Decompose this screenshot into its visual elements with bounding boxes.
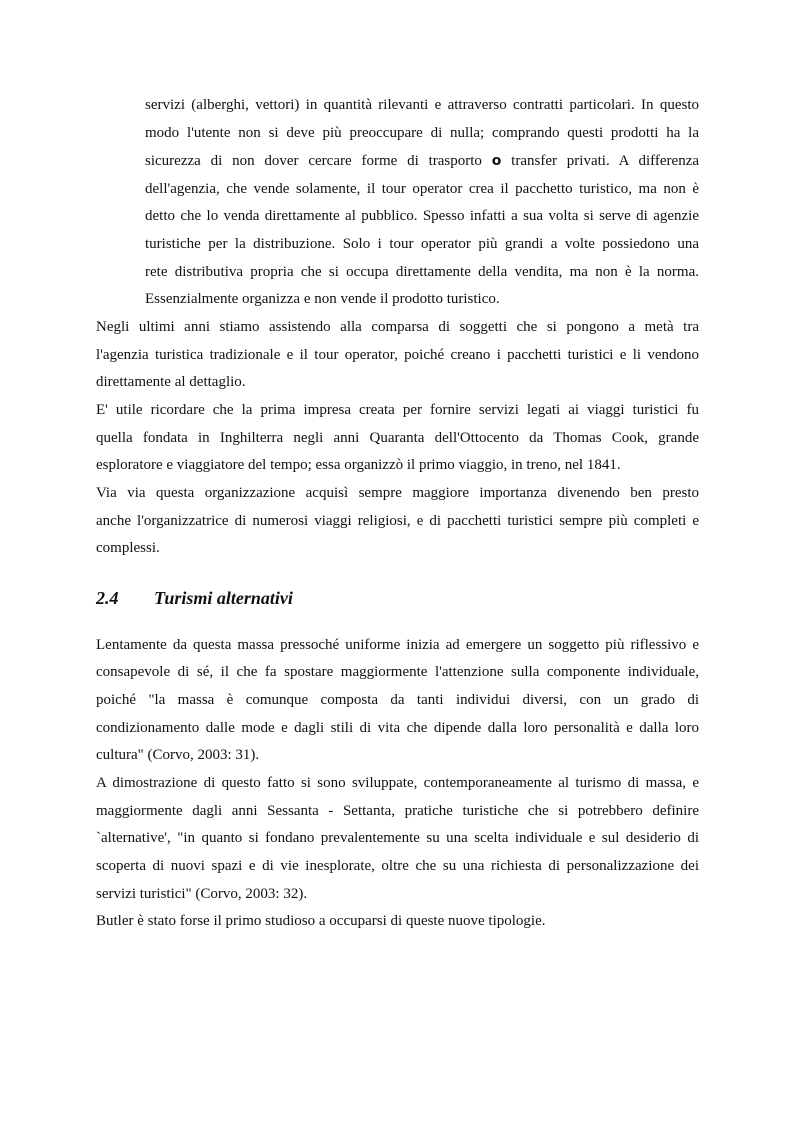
text-line: l'agenzia turistica tradizionale e il tour operator, poiché creano i pacchetti turistici e li vendono [96, 347, 699, 363]
text-line: Butler è stato forse il primo studioso a occuparsi di queste nuove tipologie. [96, 913, 546, 929]
bold-conjunction: o [491, 153, 502, 169]
text-line: turistiche per la distribuzione. Solo i tour operator più grandi a volte possiedono una [145, 236, 699, 252]
text-line: Lentamente da questa massa pressoché uniforme inizia ad emergere un soggetto più riflessivo e [96, 637, 699, 653]
text-line: esploratore e viaggiatore del tempo; essa organizzò il primo viaggio, in treno, nel 1841. [96, 457, 621, 473]
text-line: complessi. [96, 540, 160, 556]
text-line: direttamente al dettaglio. [96, 374, 246, 390]
section-title: Turismi alternativi [154, 588, 293, 608]
text-line: modo l'utente non si deve più preoccupare di nulla; comprando questi prodotti ha la [145, 125, 699, 141]
text-line: consapevole di sé, il che fa spostare maggiormente l'attenzione sulla componente individuale, [96, 664, 699, 680]
text-line: poiché "la massa è comunque composta da tanti individui diversi, con un grado di [96, 692, 699, 708]
text-line: anche l'organizzatrice di numerosi viaggi religiosi, e di pacchetti turistici sempre più completi e [96, 513, 699, 529]
text-line: Essenzialmente organizza e non vende il prodotto turistico. [145, 291, 500, 307]
section-number: 2.4 [96, 588, 119, 608]
text-line: quella fondata in Inghilterra negli anni Quaranta dell'Ottocento da Thomas Cook, grande [96, 430, 699, 446]
text-line: cultura" (Corvo, 2003: 31). [96, 747, 260, 763]
section-heading [96, 587, 293, 609]
text-line: detto che lo venda direttamente al pubblico. Spesso infatti a sua volta si serve di agenzie [145, 208, 699, 224]
text-line: servizi turistici" (Corvo, 2003: 32). [96, 886, 308, 902]
text-line: rete distributiva propria che si occupa direttamente della vendita, ma non è la norma. [145, 264, 699, 280]
text-segment: sicurezza di non dover cercare forme di trasporto [145, 153, 482, 169]
text-line: A dimostrazione di questo fatto si sono sviluppate, contemporaneamente al turismo di massa, e [96, 775, 699, 791]
text-line-mixed [145, 152, 699, 170]
text-line: condizionamento dalle mode e dagli stili di vita che dipende dalla loro personalità e dalla loro [96, 720, 699, 736]
text-line: Via via questa organizzazione acquisì sempre maggiore importanza divenendo ben presto [96, 485, 699, 501]
text-line: maggiormente dagli anni Sessanta - Settanta, pratiche turistiche che si potrebbero definire [96, 803, 699, 819]
text-line: E' utile ricordare che la prima impresa creata per fornire servizi legati ai viaggi turistici fu [96, 402, 699, 418]
text-line: scoperta di nuovi spazi e di vie inesplorate, oltre che su una richiesta di personalizzazione dei [96, 858, 699, 874]
text-line: `alternative', "in quanto si fondano prevalentemente su una scelta individuale e sul desiderio di [96, 830, 699, 846]
text-line: servizi (alberghi, vettori) in quantità rilevanti e attraverso contratti particolari. In questo [145, 97, 699, 113]
text-line: dell'agenzia, che vende solamente, il tour operator crea il pacchetto turistico, ma non è [145, 181, 699, 197]
text-line: Negli ultimi anni stiamo assistendo alla comparsa di soggetti che si pongono a metà tra [96, 319, 699, 335]
text-segment: transfer privati. A differenza [511, 153, 700, 169]
